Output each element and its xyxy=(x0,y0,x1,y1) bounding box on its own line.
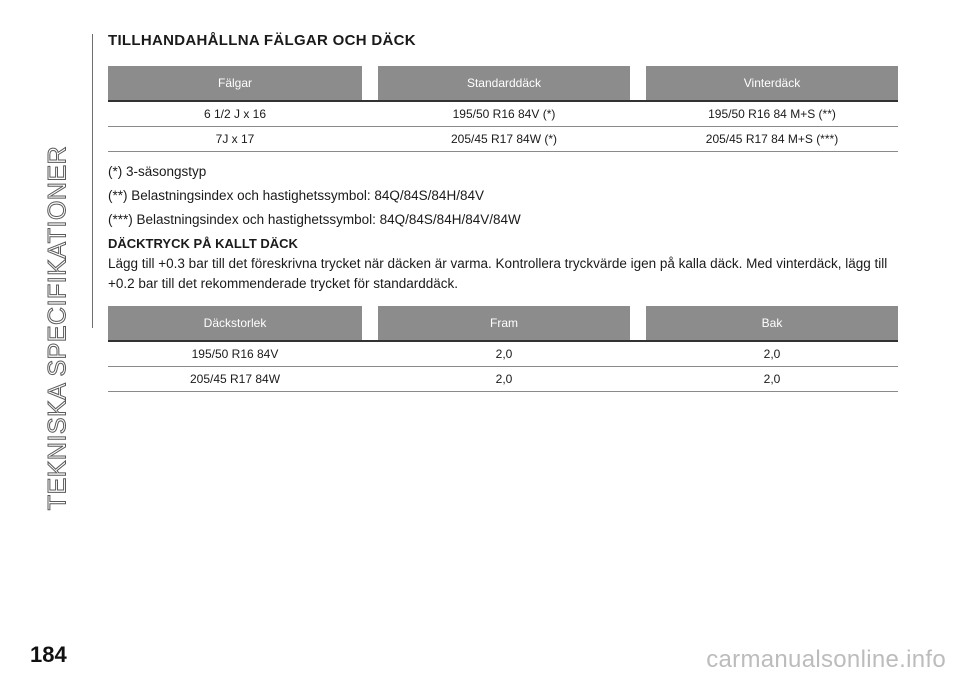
watermark: carmanualsonline.info xyxy=(706,646,946,673)
rims-table xyxy=(108,66,898,152)
pressure-table-header xyxy=(108,306,898,340)
tire-pressure-text: Lägg till +0.3 bar till det föreskrivna trycket när däcken är varma. Kontrollera tryckvärde igen på kalla däck. Med vinterdäck, lägg till +0.2 bar till det rekommenderade trycket för standarddäck. xyxy=(108,256,888,291)
header-rear: Bak xyxy=(646,306,898,340)
chapter-side-title-text: TEKNISKA SPECIFIKATIONER xyxy=(43,145,72,511)
table-cell: 2,0 xyxy=(763,347,781,361)
table-cell: 7J x 17 xyxy=(215,132,255,146)
page-number: 184 xyxy=(30,642,67,667)
header-front: Fram xyxy=(378,306,630,340)
section-title: TILLHANDAHÅLLNA FÄLGAR OCH DÄCK xyxy=(108,32,416,49)
footnote: (**) Belastningsindex och hastighetssymbol: 84Q/84S/84H/84V xyxy=(108,188,484,203)
table-cell: 195/50 R16 84V (*) xyxy=(452,107,556,121)
table-row xyxy=(108,126,898,152)
table-cell: 205/45 R17 84 M+S (***) xyxy=(705,132,839,146)
footnote: (*) 3-säsongstyp xyxy=(108,164,207,179)
pressure-table xyxy=(108,306,898,392)
rims-table-header xyxy=(108,66,898,100)
page-content xyxy=(108,30,898,392)
header-winter-tires: Vinterdäck xyxy=(646,66,898,100)
header-rims: Fälgar xyxy=(108,66,362,100)
header-tire-size: Däckstorlek xyxy=(108,306,362,340)
table-cell: 195/50 R16 84V xyxy=(191,347,279,361)
table-row xyxy=(108,366,898,392)
table-row xyxy=(108,100,898,126)
side-divider xyxy=(92,34,93,328)
tire-pressure-title: DÄCKTRYCK PÅ KALLT DÄCK xyxy=(108,236,298,251)
table-cell: 2,0 xyxy=(763,372,781,386)
table-row xyxy=(108,340,898,366)
table-cell: 6 1/2 J x 16 xyxy=(203,107,267,121)
footnotes xyxy=(108,160,898,232)
table-cell: 195/50 R16 84 M+S (**) xyxy=(708,107,836,121)
table-cell: 2,0 xyxy=(495,372,513,386)
table-cell: 205/45 R17 84W xyxy=(189,372,281,386)
footnote: (***) Belastningsindex och hastighetssymbol: 84Q/84S/84H/84V/84W xyxy=(108,212,521,227)
table-cell: 205/45 R17 84W (*) xyxy=(450,132,558,146)
table-cell: 2,0 xyxy=(495,347,513,361)
header-standard-tires: Standarddäck xyxy=(378,66,630,100)
